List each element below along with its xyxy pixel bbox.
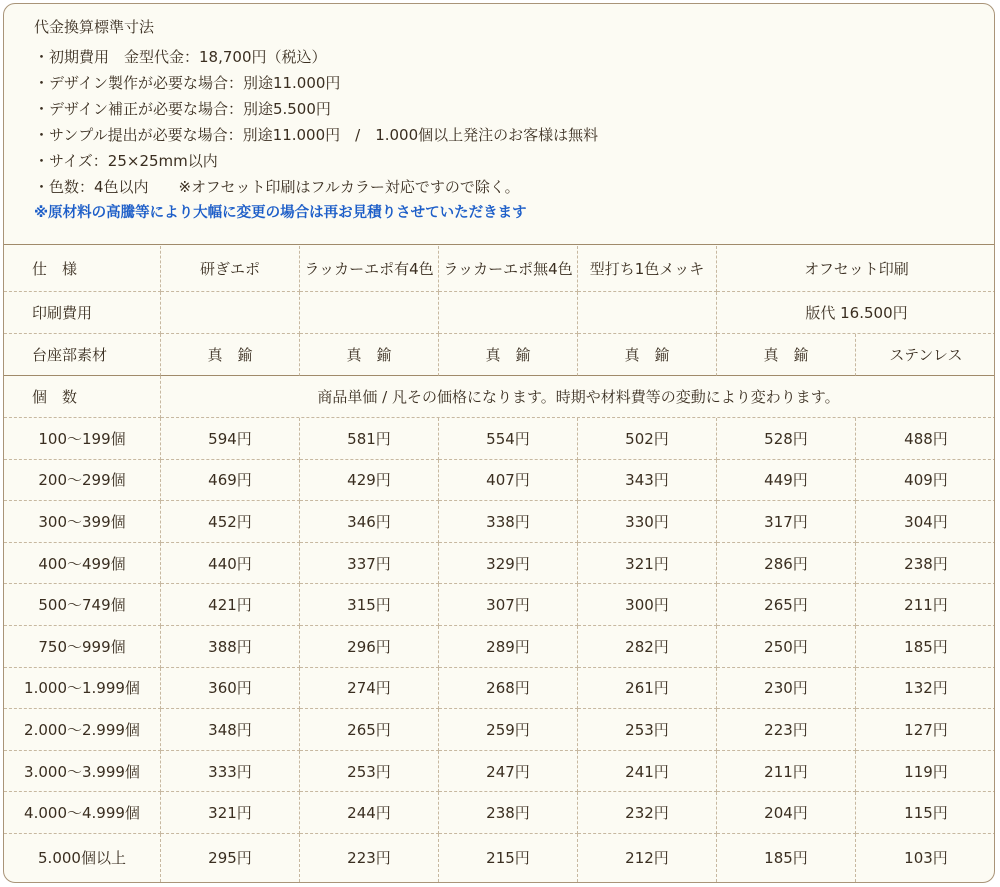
- price-cell: 452円: [161, 501, 300, 543]
- qty-range: 5.000個以上: [4, 834, 161, 882]
- qty-range: 4.000〜4.999個: [4, 792, 161, 834]
- material-1: 真 鍮: [161, 334, 300, 376]
- price-cell: 261円: [578, 668, 717, 710]
- price-cell: 286円: [717, 543, 856, 585]
- price-cell: 215円: [439, 834, 578, 882]
- note-design-correction: ・デザイン補正が必要な場合：別途5.500円: [34, 100, 331, 118]
- material-4: 真 鍮: [578, 334, 717, 376]
- price-cell: 502円: [578, 418, 717, 460]
- price-cell: 333円: [161, 751, 300, 793]
- qty-range: 3.000〜3.999個: [4, 751, 161, 793]
- material-5: 真 鍮: [717, 334, 856, 376]
- price-cell: 338円: [439, 501, 578, 543]
- price-cell: 307円: [439, 584, 578, 626]
- price-cell: 421円: [161, 584, 300, 626]
- price-cell: 211円: [856, 584, 995, 626]
- price-cell: 185円: [717, 834, 856, 882]
- price-cell: 348円: [161, 709, 300, 751]
- price-cell: 300円: [578, 584, 717, 626]
- print-cell-3: [439, 292, 578, 334]
- spec-col-2: ラッカーエポ有4色: [300, 246, 439, 292]
- price-cell: 528円: [717, 418, 856, 460]
- price-cell: 223円: [717, 709, 856, 751]
- price-cell: 488円: [856, 418, 995, 460]
- print-cell-1: [161, 292, 300, 334]
- price-cell: 132円: [856, 668, 995, 710]
- qty-range: 1.000〜1.999個: [4, 668, 161, 710]
- spec-col-3: ラッカーエポ無4色: [439, 246, 578, 292]
- spec-col-5: オフセット印刷: [717, 246, 995, 292]
- material-label: 台座部素材: [4, 334, 161, 376]
- price-cell: 321円: [578, 543, 717, 585]
- price-cell: 241円: [578, 751, 717, 793]
- price-cell: 343円: [578, 460, 717, 502]
- notes-section: [34, 16, 974, 226]
- material-6: ステンレス: [856, 334, 995, 376]
- price-cell: 244円: [300, 792, 439, 834]
- price-cell: 250円: [717, 626, 856, 668]
- price-cell: 238円: [856, 543, 995, 585]
- price-cell: 253円: [578, 709, 717, 751]
- price-cell: 554円: [439, 418, 578, 460]
- price-cell: 274円: [300, 668, 439, 710]
- note-sample: ・サンプル提出が必要な場合：別途11.000円 / 1.000個以上発注のお客様は無料: [34, 126, 599, 144]
- material-3: 真 鍮: [439, 334, 578, 376]
- price-cell: 223円: [300, 834, 439, 882]
- price-cell: 265円: [717, 584, 856, 626]
- note-colors: ・色数：4色以内 ※オフセット印刷はフルカラー対応ですので除く。: [34, 178, 520, 196]
- price-cell: 330円: [578, 501, 717, 543]
- qty-note: 商品単価 / 凡その価格になります。時期や材料費等の変動により変わります。: [161, 376, 995, 418]
- spec-col-4: 型打ち1色メッキ: [578, 246, 717, 292]
- print-label: 印刷費用: [4, 292, 161, 334]
- print-cell-2: [300, 292, 439, 334]
- price-cell: 212円: [578, 834, 717, 882]
- price-cell: 388円: [161, 626, 300, 668]
- note-warning: ※原材料の高騰等により大幅に変更の場合は再お見積りさせていただきます: [34, 205, 527, 221]
- print-cell-4: [578, 292, 717, 334]
- price-cell: 360円: [161, 668, 300, 710]
- price-cell: 127円: [856, 709, 995, 751]
- price-cell: 469円: [161, 460, 300, 502]
- price-cell: 409円: [856, 460, 995, 502]
- price-cell: 232円: [578, 792, 717, 834]
- price-cell: 211円: [717, 751, 856, 793]
- price-cell: 289円: [439, 626, 578, 668]
- price-cell: 317円: [717, 501, 856, 543]
- qty-range: 400〜499個: [4, 543, 161, 585]
- price-cell: 295円: [161, 834, 300, 882]
- price-cell: 321円: [161, 792, 300, 834]
- spec-col-1: 研ぎエポ: [161, 246, 300, 292]
- print-offset: 版代 16.500円: [717, 292, 995, 334]
- qty-label: 個 数: [4, 376, 161, 418]
- price-cell: 282円: [578, 626, 717, 668]
- qty-range: 500〜749個: [4, 584, 161, 626]
- price-cell: 119円: [856, 751, 995, 793]
- qty-range: 2.000〜2.999個: [4, 709, 161, 751]
- qty-range: 300〜399個: [4, 501, 161, 543]
- price-cell: 238円: [439, 792, 578, 834]
- price-cell: 268円: [439, 668, 578, 710]
- price-cell: 115円: [856, 792, 995, 834]
- price-cell: 259円: [439, 709, 578, 751]
- price-cell: 247円: [439, 751, 578, 793]
- price-cell: 346円: [300, 501, 439, 543]
- note-design-production: ・デザイン製作が必要な場合：別途11.000円: [34, 74, 341, 92]
- top-divider: [4, 244, 995, 245]
- price-cell: 329円: [439, 543, 578, 585]
- notes-title: 代金換算標準寸法: [34, 18, 155, 36]
- price-cell: 440円: [161, 543, 300, 585]
- price-cell: 185円: [856, 626, 995, 668]
- price-cell: 253円: [300, 751, 439, 793]
- qty-range: 200〜299個: [4, 460, 161, 502]
- price-cell: 594円: [161, 418, 300, 460]
- price-cell: 581円: [300, 418, 439, 460]
- price-cell: 429円: [300, 460, 439, 502]
- note-size: ・サイズ：25×25mm以内: [34, 152, 218, 170]
- price-table: [4, 246, 995, 882]
- price-cell: 315円: [300, 584, 439, 626]
- price-cell: 407円: [439, 460, 578, 502]
- price-cell: 265円: [300, 709, 439, 751]
- note-initial-cost: ・初期費用 金型代金：18,700円（税込）: [34, 48, 327, 66]
- price-panel: [3, 3, 995, 883]
- material-2: 真 鍮: [300, 334, 439, 376]
- price-cell: 230円: [717, 668, 856, 710]
- price-cell: 337円: [300, 543, 439, 585]
- qty-range: 100〜199個: [4, 418, 161, 460]
- spec-label: 仕 様: [4, 246, 161, 292]
- price-cell: 103円: [904, 849, 948, 868]
- price-cell: 304円: [856, 501, 995, 543]
- price-cell: 296円: [300, 626, 439, 668]
- qty-range: 750〜999個: [4, 626, 161, 668]
- price-cell: 204円: [717, 792, 856, 834]
- price-cell: 449円: [717, 460, 856, 502]
